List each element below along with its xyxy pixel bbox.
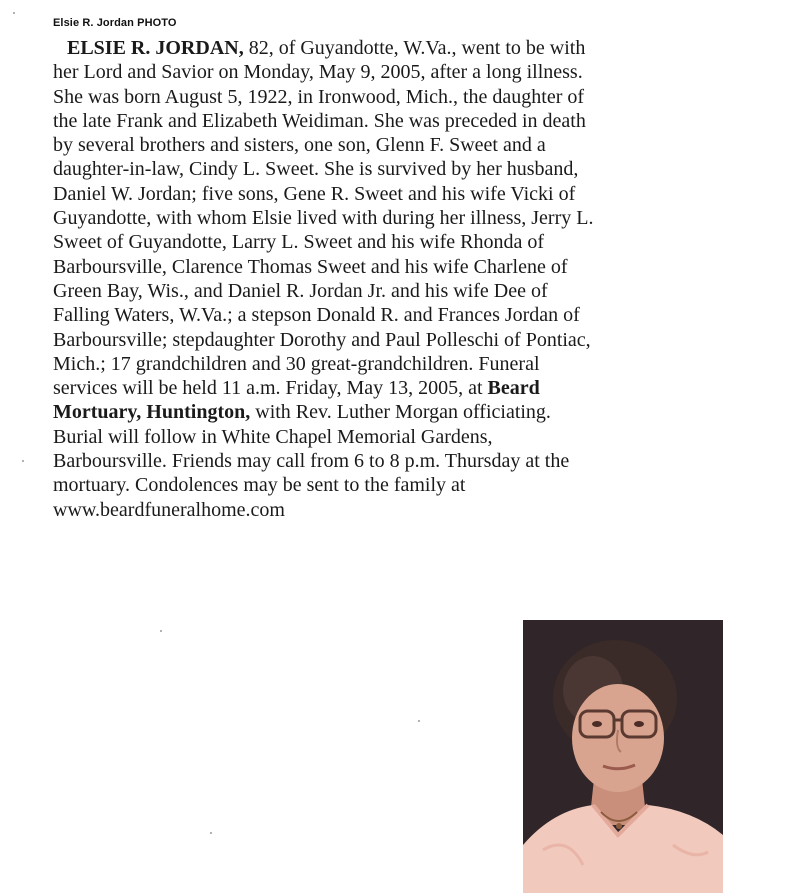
website-url: www.beardfuneralhome.com <box>53 498 285 521</box>
deceased-name: ELSIE R. JORDAN, <box>67 37 244 59</box>
obituary-line: Barboursville. Friends may call from 6 to 8 p.m. Thursday at the <box>53 450 570 473</box>
portrait-image <box>523 620 723 893</box>
obituary-line: Sweet of Guyandotte, Larry L. Sweet and his wife Rhonda of <box>53 231 544 254</box>
funeral-home-location: Mortuary, Huntington, <box>53 401 251 424</box>
obituary-line: Barboursville; stepdaughter Dorothy and Paul Polleschi of Pontiac, <box>53 328 591 351</box>
obituary-line: by several brothers and sisters, one son, Glenn F. Sweet and a <box>53 134 546 157</box>
funeral-home-name: Beard <box>487 377 540 400</box>
obituary-line: Mortuary, Huntington, with Rev. Luther Morgan officiating. <box>53 401 551 424</box>
obituary-line: ELSIE R. JORDAN, 82, of Guyandotte, W.Va., went to be with <box>67 37 586 59</box>
obituary-line: mortuary. Condolences may be sent to the family at <box>53 474 466 497</box>
obituary-line: Barboursville, Clarence Thomas Sweet and his wife Charlene of <box>53 255 568 278</box>
obituary-line: Falling Waters, W.Va.; a stepson Donald R. and Frances Jordan of <box>53 304 580 327</box>
portrait-photo <box>523 620 723 893</box>
obituary-line: services will be held 11 a.m. Friday, May 13, 2005, at Beard <box>53 377 540 400</box>
scan-speck <box>418 720 420 722</box>
obituary-line: Burial will follow in White Chapel Memorial Gardens, <box>53 425 493 448</box>
obituary-line: daughter-in-law, Cindy L. Sweet. She is survived by her husband, <box>53 158 579 181</box>
scan-speck <box>210 832 212 834</box>
scan-speck <box>160 630 162 632</box>
obituary-line: She was born August 5, 1922, in Ironwood, Mich., the daughter of <box>53 85 585 108</box>
scan-speck <box>13 12 15 14</box>
obituary-line: Guyandotte, with whom Elsie lived with during her illness, Jerry L. <box>53 207 594 230</box>
obituary-line: the late Frank and Elizabeth Weidiman. She was preceded in death <box>53 109 586 132</box>
obituary-line: Mich.; 17 grandchildren and 30 great-grandchildren. Funeral <box>53 352 540 375</box>
scan-speck <box>22 460 24 462</box>
photo-credit: Elsie R. Jordan PHOTO <box>53 17 177 29</box>
obituary-line: her Lord and Savior on Monday, May 9, 2005, after a long illness. <box>53 61 583 84</box>
obituary-text <box>53 36 703 522</box>
obituary-line: Green Bay, Wis., and Daniel R. Jordan Jr. and his wife Dee of <box>53 279 548 302</box>
obituary-line: Daniel W. Jordan; five sons, Gene R. Sweet and his wife Vicki of <box>53 182 576 205</box>
